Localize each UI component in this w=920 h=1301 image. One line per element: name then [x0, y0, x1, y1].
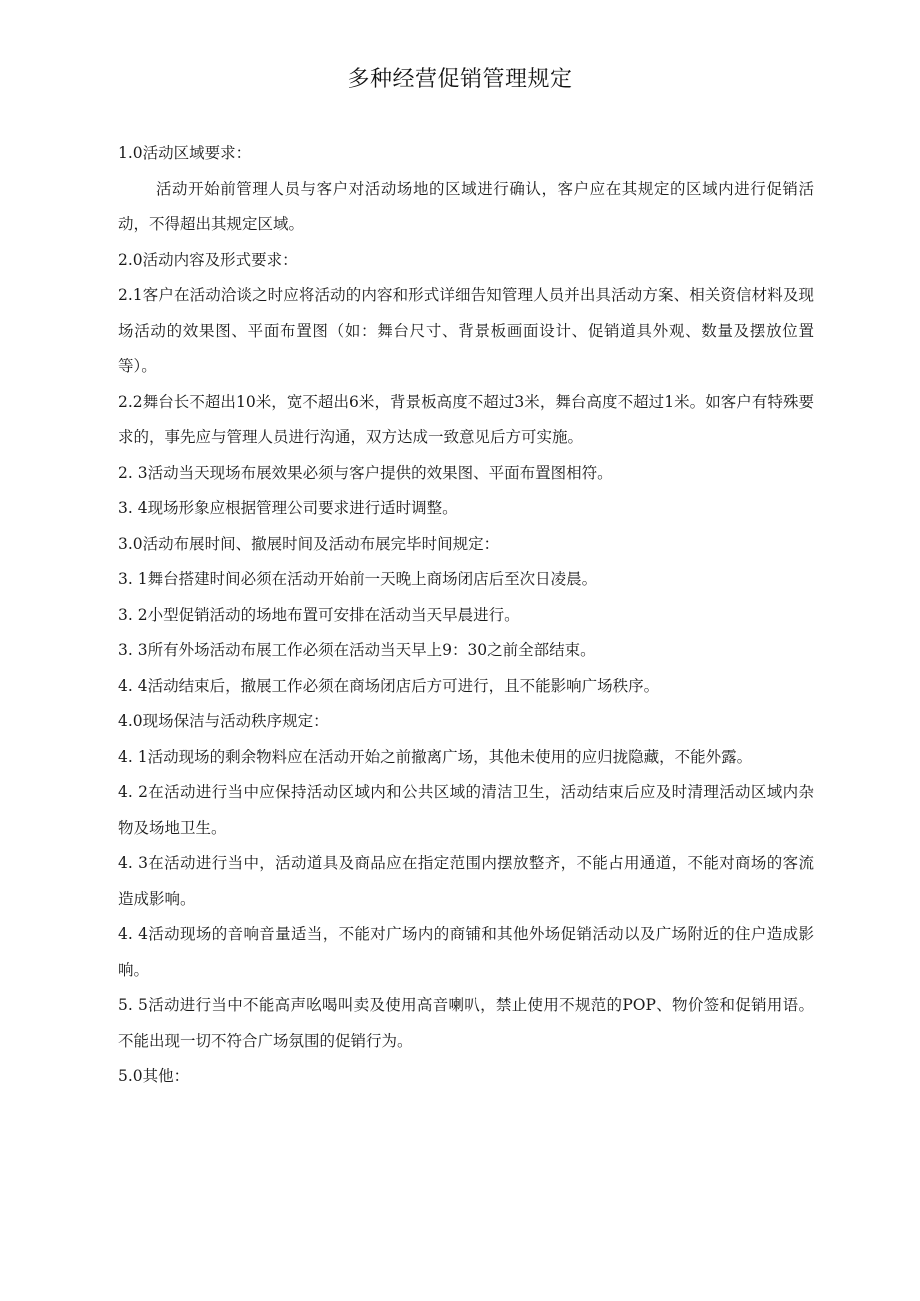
paragraph: 4. 2在活动进行当中应保持活动区域内和公共区域的清洁卫生，活动结束后应及时清理活动区域内杂物及场地卫生。: [118, 783, 814, 837]
paragraph: 4.0现场保洁与活动秩序规定：: [118, 712, 329, 730]
paragraph: 3. 4现场形象应根据管理公司要求进行适时调整。: [118, 499, 458, 517]
paragraph: 2. 3活动当天现场布展效果必须与客户提供的效果图、平面布置图相符。: [118, 463, 613, 482]
paragraph: 5. 5活动进行当中不能高声吆喝叫卖及使用高音喇叭，禁止使用不规范的POP、物价签和促销用语。不能出现一切不符合广场氛围的促销行为。: [118, 996, 814, 1050]
paragraph: 2.1客户在活动洽谈之时应将活动的内容和形式详细告知管理人员并出具活动方案、相关资信材料及现场活动的效果图、平面布置图（如：舞台尺寸、背景板画面设计、促销道具外观、数量及摆放位置等）。: [118, 286, 814, 375]
paragraph: 3. 2小型促销活动的场地布置可安排在活动当天早晨进行。: [118, 605, 520, 624]
paragraph: 4. 4活动结束后，撤展工作必须在商场闭店后方可进行，且不能影响广场秩序。: [118, 676, 660, 695]
paragraph: 4. 4活动现场的音响音量适当，不能对广场内的商铺和其他外场促销活动以及广场附近的住户造成影响。: [118, 925, 814, 979]
document-title: 多种经营促销管理规定: [347, 67, 573, 92]
paragraph: 活动开始前管理人员与客户对活动场地的区域进行确认，客户应在其规定的区域内进行促销活动，不得超出其规定区域。: [118, 179, 814, 233]
paragraph: 2.2舞台长不超出10米，宽不超出6米，背景板高度不超过3米，舞台高度不超过1米。如客户有特殊要求的，事先应与管理人员进行沟通，双方达成一致意见后方可实施。: [118, 392, 814, 446]
paragraph: 4. 3在活动进行当中，活动道具及商品应在指定范围内摆放整齐，不能占用通道，不能对商场的客流造成影响。: [118, 854, 814, 908]
paragraph: 3.0活动布展时间、撤展时间及活动布展完毕时间规定：: [118, 534, 500, 553]
paragraph: 3. 1舞台搭建时间必须在活动开始前一天晚上商场闭店后至次日凌晨。: [118, 570, 598, 588]
paragraph: 3. 3所有外场活动布展工作必须在活动当天早上9：30之前全部结束。: [118, 641, 596, 659]
document-body: [118, 136, 814, 1095]
paragraph: 5.0其他：: [118, 1067, 190, 1085]
paragraph: 1.0活动区域要求：: [118, 144, 252, 162]
paragraph: 4. 1活动现场的剩余物料应在活动开始之前撤离广场，其他未使用的应归拢隐藏，不能外露。: [118, 747, 753, 766]
paragraph: 2.0活动内容及形式要求：: [118, 250, 298, 269]
